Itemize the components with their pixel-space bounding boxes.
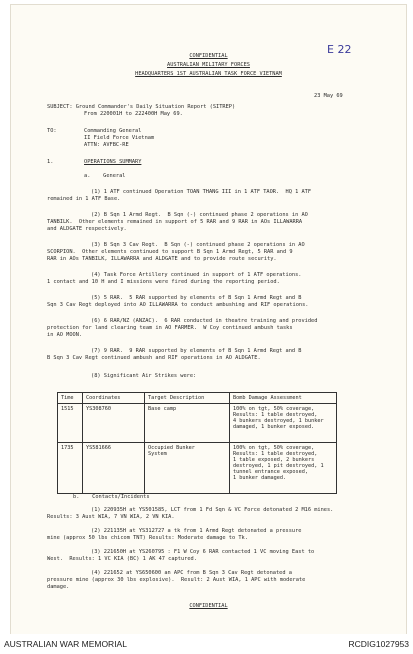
incident-4-line-3: damage. <box>47 584 70 590</box>
air-strikes-heading: (8) Significant Air Strikes were: <box>91 373 197 379</box>
para-6-line-2: protection for land clearing team in AO FARMER. W Coy continued ambush tasks <box>47 325 293 331</box>
incident-3-line-1: (3) 221650H at YS260795 : F1 W Coy 6 RAR contacted 1 VC moving East to <box>91 549 315 555</box>
archive-record-id: RCDIG1027953 <box>348 639 409 649</box>
para-6-line-3: in AO MOON. <box>47 332 83 338</box>
section-b-heading: b. Contacts/Incidents <box>73 494 150 500</box>
subject-line-2: From 220001H to 222400H May 69. <box>84 111 183 117</box>
column-header-bda: Bomb Damage Assessment <box>230 393 337 404</box>
document-page <box>10 4 407 636</box>
table-row <box>58 443 337 494</box>
to-line-1: Commanding General <box>84 128 142 134</box>
incident-1-line-2: Results: 3 Aust WIA, 7 VN WIA, 2 VN KIA. <box>47 514 175 520</box>
para-3-line-3: RAR in AOs TANBILK, ILLAWARRA and ALDGATE and to provide route security. <box>47 256 277 262</box>
section-title: OPERATIONS SUMMARY <box>84 159 142 165</box>
archive-name: AUSTRALIAN WAR MEMORIAL <box>4 639 127 649</box>
incident-4-line-2: pressure mine (approx 30 lbs explosive). Result: 2 Aust WIA, 1 APC with moderate <box>47 577 306 583</box>
classification-bottom: CONFIDENTIAL <box>189 603 228 609</box>
incident-3-line-2: West. Results: 1 VC KIA (BC) 1 AK 47 captured. <box>47 556 197 562</box>
column-header-time: Time <box>58 393 83 404</box>
para-4-line-1: (4) Task Force Artillery continued in support of 1 ATF operations. <box>91 272 302 278</box>
cell-time: 1515 <box>58 404 83 443</box>
para-4-line-2: 1 contact and 10 H and I missions were fired during the reporting period. <box>47 279 280 285</box>
report-date: 23 May 69 <box>314 93 343 99</box>
para-6-line-1: (6) 6 RAR/NZ (ANZAC). 6 RAR conducted in theatre training and provided <box>91 318 318 324</box>
para-5-line-1: (5) 5 RAR. 5 RAR supported by elements of B Sqn 1 Armd Regt and B <box>91 295 302 301</box>
para-5-line-2: Sqn 3 Cav Regt deployed into AO ILLAWARRA to conduct ambushing and RIF operations. <box>47 302 309 308</box>
para-2-line-1: (2) B Sqn 1 Armd Regt. B Sqn (-) continued phase 2 operations in AO <box>91 212 308 218</box>
para-3-line-2: SCORPION. Other elements continued to support B Sqn 1 Armd Regt, 5 RAR and 9 <box>47 249 293 255</box>
section-number: 1. <box>47 159 54 165</box>
section-a-heading: a. General <box>84 173 126 179</box>
subject-line-1: SUBJECT: Ground Commander's Daily Situation Report (SITREP) <box>47 104 236 110</box>
cell-coordinates: YS581666 <box>83 443 145 494</box>
incident-4-line-1: (4) 221652 at YS650600 an APC from B Sqn 3 Cav Regt detonated a <box>91 570 292 576</box>
column-header-target: Target Description <box>145 393 230 404</box>
cell-target: Occupied Bunker System <box>145 443 230 494</box>
para-7-line-1: (7) 9 RAR. 9 RAR supported by elements of B Sqn 1 Armd Regt and B <box>91 348 302 354</box>
incident-2-line-1: (2) 221135H at YS312727 a tk from 1 Armd Regt detonated a pressure <box>91 528 302 534</box>
table-header-row <box>58 393 337 404</box>
org-title: AUSTRALIAN MILITARY FORCES <box>167 62 250 68</box>
table-row <box>58 404 337 443</box>
cell-bda: 100% on tgt, 50% coverage, Results: 1 table destroyed, 1 table exposed, 2 bunkers destroyed, 1 pit destroyed, 1 tunnel entrance exposed, 1 bunker damaged. <box>230 443 337 494</box>
archive-footer <box>0 634 413 654</box>
cell-time: 1735 <box>58 443 83 494</box>
para-2-line-3: and ALDGATE respectively. <box>47 226 127 232</box>
to-line-2: II Field Force Vietnam <box>84 135 155 141</box>
para-3-line-1: (3) B Sqn 3 Cav Regt. B Sqn (-) continued phase 2 operations in AO <box>91 242 305 248</box>
column-header-coordinates: Coordinates <box>83 393 145 404</box>
cell-coordinates: YS308760 <box>83 404 145 443</box>
incident-2-line-2: mine (approx 50 lbs chicom TNT) Results: Moderate damage to Tk. <box>47 535 248 541</box>
hq-title: HEADQUARTERS 1ST AUSTRALIAN TASK FORCE VIETNAM <box>135 71 282 77</box>
cell-bda: 100% on tgt, 50% coverage, Results: 1 table destroyed, 4 bunkers destroyed, 1 bunker damaged, 1 bunker exposed. <box>230 404 337 443</box>
handwritten-file-mark: E 22 <box>327 43 352 56</box>
incident-1-line-1: (1) 220935H at YS501585, LCT from 1 Fd Sqn & VC Force detonated 2 M16 mines. <box>91 507 334 513</box>
cell-target: Base camp <box>145 404 230 443</box>
to-line-3: ATTN: AVFBC-RE <box>84 142 129 148</box>
classification-top: CONFIDENTIAL <box>189 53 228 59</box>
para-1-line-1: (1) 1 ATF continued Operation TOAN THANG III in 1 ATF TAOR. HQ 1 ATF <box>91 189 312 195</box>
para-7-line-2: B Sqn 3 Cav Regt continued ambush and RIF operations in AO ALDGATE. <box>47 355 261 361</box>
air-strikes-table <box>57 392 337 494</box>
para-2-line-2: TANBILK. Other elements remained in support of 5 RAR and 9 RAR in AOs ILLAWARRA <box>47 219 303 225</box>
to-label: TO: <box>47 128 57 134</box>
para-1-line-2: remained in 1 ATF Base. <box>47 196 121 202</box>
